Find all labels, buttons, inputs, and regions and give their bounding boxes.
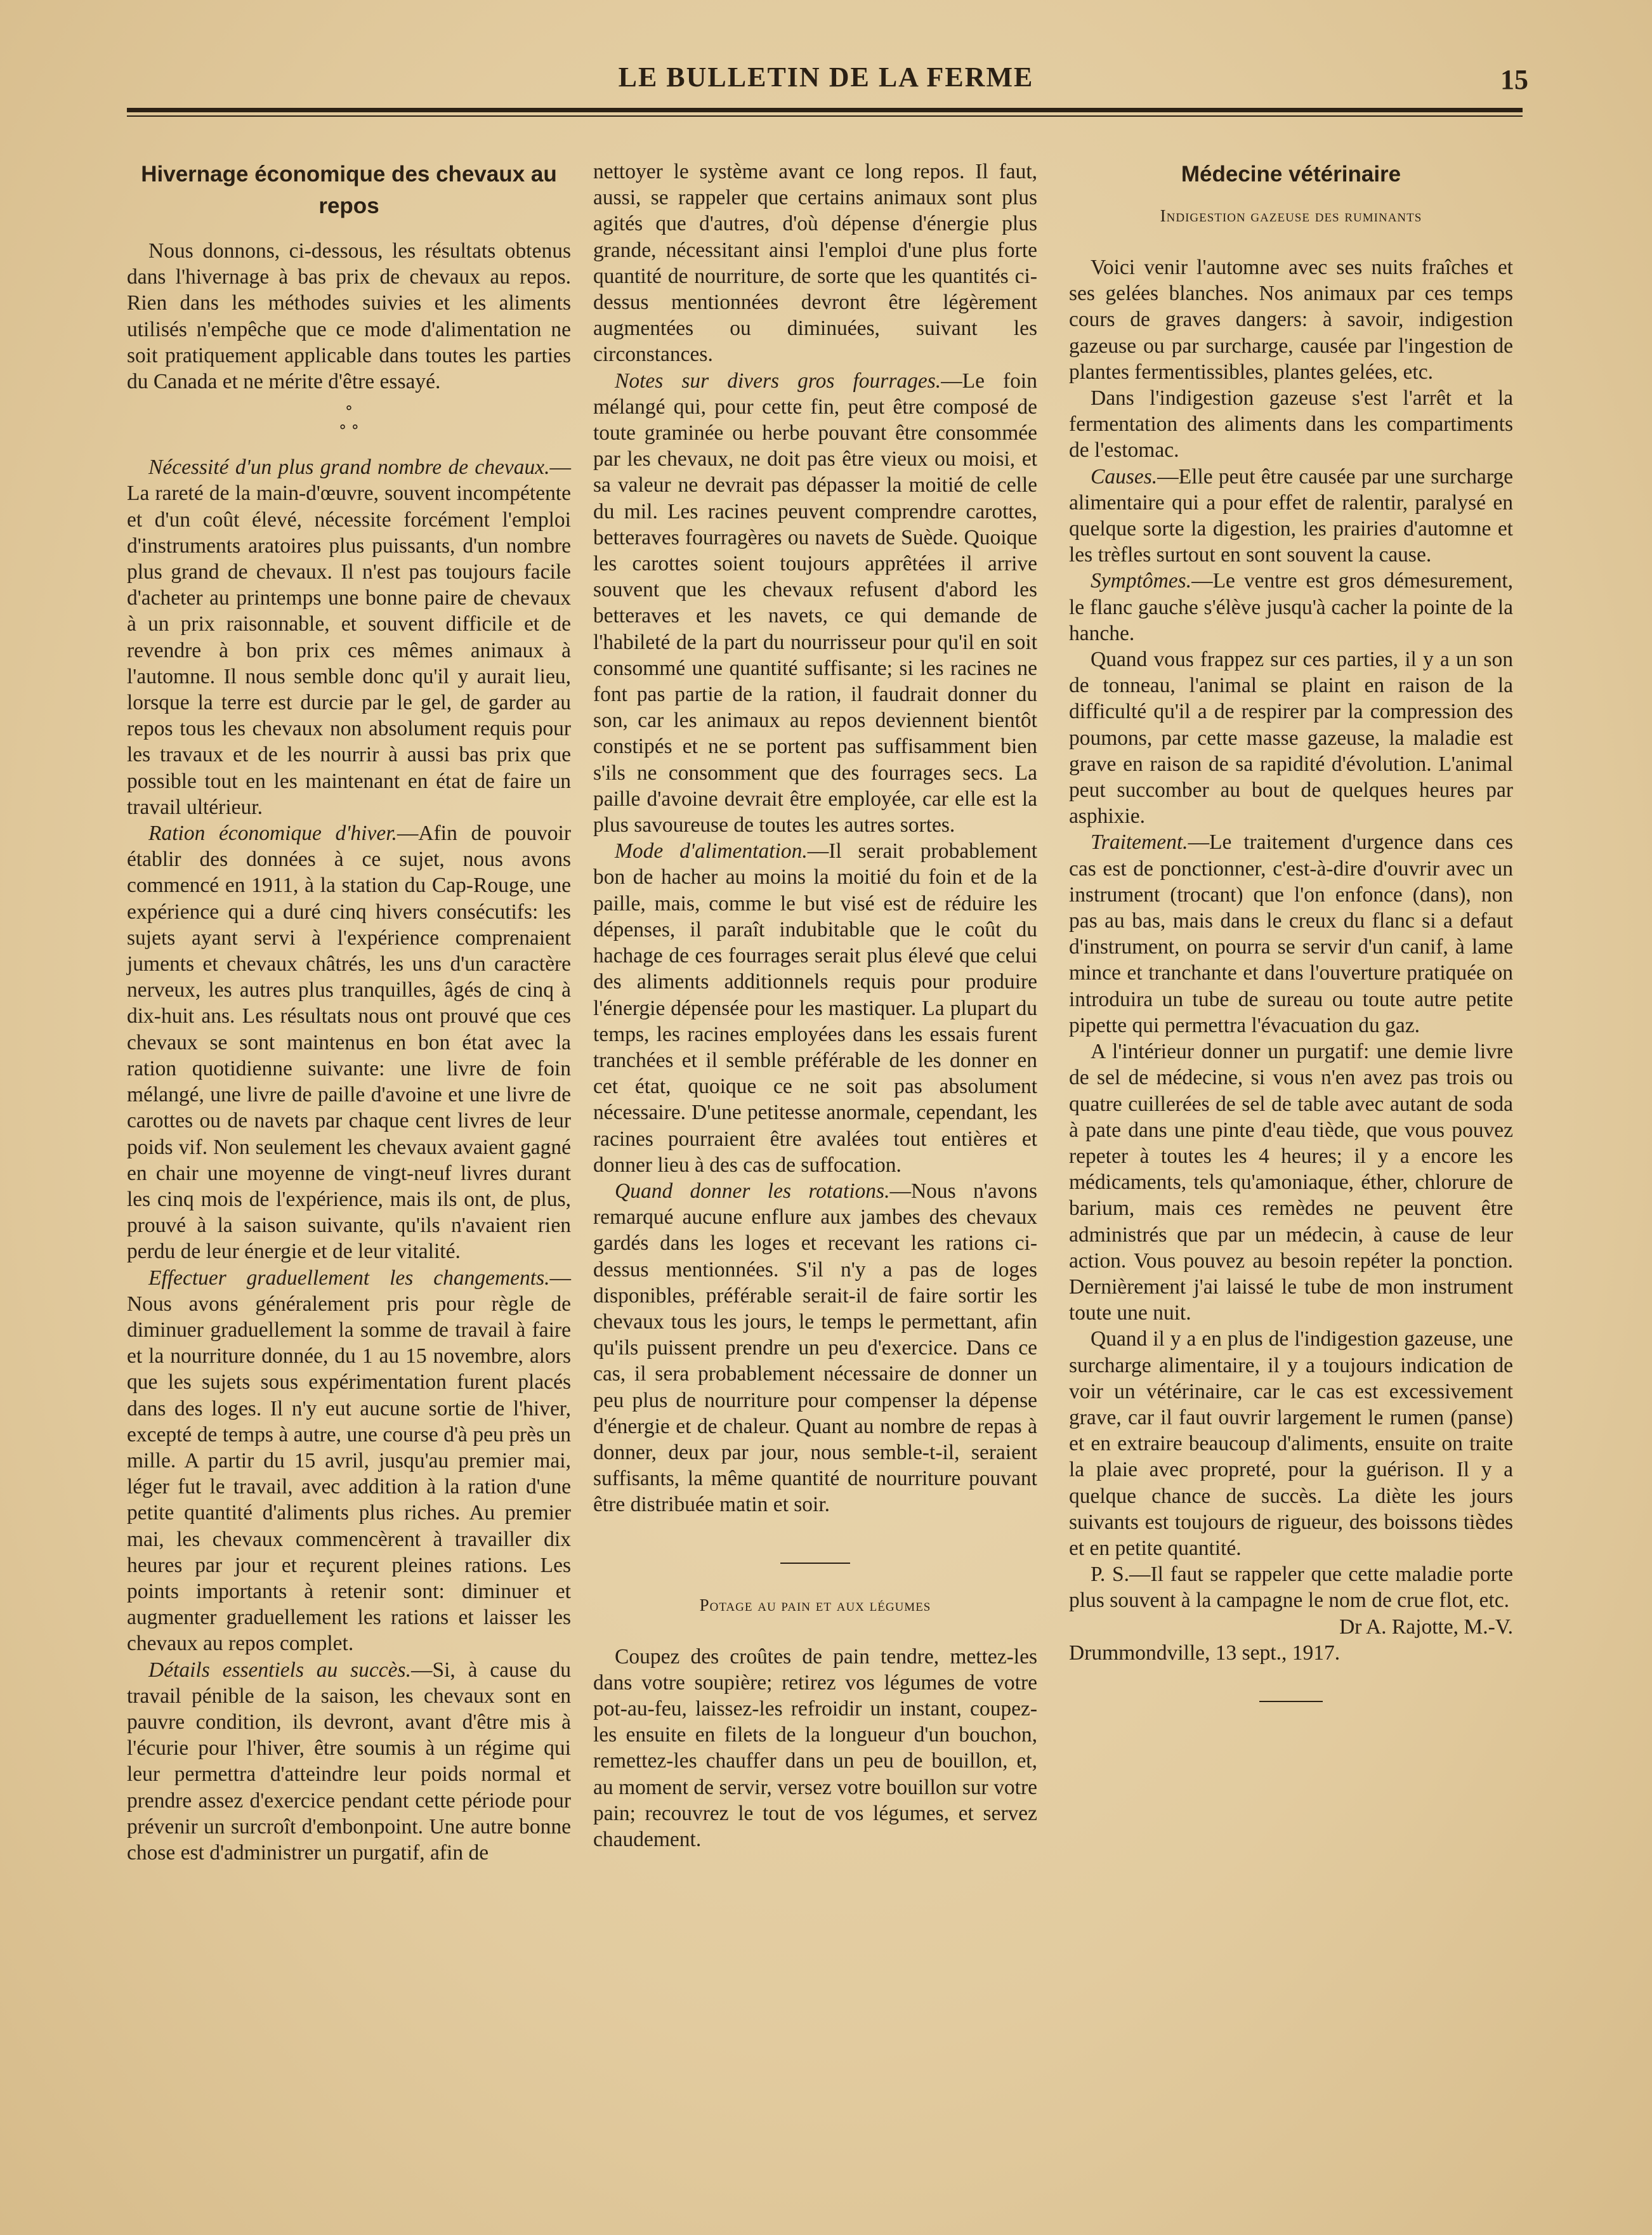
paragraph-heading: Causes.: [1091, 464, 1158, 488]
paragraph-text: —La rareté de la main-d'œuvre, souvent incompétente et d'un coût élevé, nécessite forcément l'emploi d'instruments aratoires plus puissants, d'un nombre plus grand de chevaux. Il n'est pas toujours facile d'acheter au printemps une bonne paire de chevaux à un prix raisonnable, et souvent difficile et de revendre à bon prix ces mêmes animaux à l'automne. Il nous semble donc qu'il y aurait lieu, lorsque la terre est durcie par le gel, de garder au repos tous les chevaux non absolument requis pour les travaux et de les nourrir à aussi bas prix que possible tout en les maintenant en état de faire un travail ultérieur.: [127, 456, 571, 819]
paragraph: [127, 1657, 571, 1866]
paragraph-heading: Détails essentiels au succès.: [148, 1658, 411, 1682]
paragraph-text: —Afin de pouvoir établir des données à ce sujet, nous avons commencé en 1911, à la station du Cap-Rouge, une expérience qui a duré cinq hivers consécutifs: les sujets ayant servi à l'expérience comprenaient juments et chevaux châtrés, les uns d'un caractère nerveux, les autres plus tranquilles, âgés de cinq à dix-huit ans. Les résultats nous ont prouvé que ces chevaux se sont maintenus en bon état avec la ration quotidienne suivante: une livre de foin mélangé, une livre de paille d'avoine et une livre de carottes ou de navets par chaque cent livres de leur poids vif. Non seulement les chevaux avaient gagné en chair une moyenne de vingt-neuf livres durant les cinq mois de l'expérience, mais ils ont, de plus, prouvé à la saison suivante, qu'ils n'avaient rien perdu de leur énergie et de leur vitalité.: [127, 822, 571, 1264]
paragraph-text: —Nous n'avons remarqué aucune enflure aux jambes des chevaux gardés dans les loges et recevant les rations ci-dessus mentionnées. S'il n'y a pas de loges disponibles, préférable serait-il de faire sortir les chevaux tous les jours, le temps le permettant, afin qu'ils puissent prendre un peu d'exercice. Dans ce cas, il sera probablement nécessaire de donner un peu plus de nourriture pour compenser la dépense d'énergie et de chaleur. Quant au nombre de repas à donner, deux par jour, nous semble-t-il, seraient suffisants, la même quantité de nourriture pouvant être distribuée matin et soir.: [593, 1179, 1037, 1517]
place-date: Drummondville, 13 sept., 1917.: [1069, 1641, 1341, 1665]
paragraph-heading: Notes sur divers gros fourrages.: [615, 369, 941, 393]
paragraph: nettoyer le système avant ce long repos. Il faut, aussi, se rappeler que certains animaux sont plus agités que d'autres, d'où dépense d'énergie plus grande, nécessitant ainsi l'emploi d'une plus forte quantité de nourriture, de sorte que les quantités ci-dessus mentionnées devront être légèrement augmentées ou diminuées, suivant les circonstances.: [593, 160, 1037, 367]
paragraph-text: —Le foin mélangé qui, pour cette fin, peut être composé de toute graminée ou herbe pouvant être consommée par les chevaux, ne doit pas être vieux ou moisi, et sa valeur ne devrait pas dépasser la moitié de celle du mil. Les racines peuvent comprendre carottes, betteraves fourragères ou navets de Suède. Quoique les carottes soient toujours apprêtées il arrive souvent que les chevaux refusent d'abord les betteraves et les navets, ce qui demande de l'habileté de la part du nourrisseur pour qu'il en soit consommé une quantité suffisante; si les racines ne font pas partie de la ration, il faudrait donner du son, car les animaux au repos deviennent bientôt constipés et ne se portent pas suffisamment bien s'ils ne consomment que des fourrages secs. La paille d'avoine devrait être employée, car elle est la plus savoureuse de toutes les autres sortes.: [593, 369, 1037, 837]
column-2: [593, 159, 1037, 1852]
paragraph: Quand il y a en plus de l'indigestion gazeuse, une surcharge alimentaire, il y a toujours indication de voir un vétérinaire, car le cas est excessivement grave, car il faut ouvrir largement le rumen (panse) et en extraire beaucoup d'aliments, ensuite on traite la plaie avec propreté, pour la guérison. Il y a quelque chance de succès. La diète les jours suivants est toujours de rigueur, des boissons tièdes et en petite quantité.: [1069, 1327, 1513, 1560]
article-separator: [780, 1563, 850, 1564]
paragraph: [1069, 568, 1513, 646]
page-number: 15: [1500, 64, 1528, 95]
paragraph: [593, 1178, 1037, 1518]
article-subtitle: Indigestion gazeuse des ruminants: [1160, 206, 1422, 225]
paragraph: Dans l'indigestion gazeuse s'est l'arrêt et la fermentation des aliments dans les compartiments de l'estomac.: [1069, 386, 1513, 462]
recipe-title: Potage au pain et aux légumes: [699, 1595, 931, 1615]
paragraph-text: —Si, à cause du travail pénible de la saison, les chevaux sont en pauvre condition, ils devront, avant d'être mis à l'écurie pour l'hiver, être soumis à un régime qui leur permettra d'atteindre leur poids normal et prendre assez d'exercice pendant cette période pour prévenir un surcroît d'embonpoint. Une autre bonne chose est d'administrer un purgatif, afin de: [127, 1658, 572, 1865]
paragraph-text: —Elle peut être causée par une surcharge alimentaire qui a pour effet de ralentir, paralysé en quelque sorte la digestion, les prairies d'automne et les trèfles surtout en sont souvent la cause.: [1069, 464, 1513, 567]
paragraph-heading: Symptômes.: [1091, 569, 1192, 593]
paragraph-heading: Mode d'alimentation.: [615, 839, 808, 863]
paragraph-heading: Traitement.: [1091, 830, 1188, 855]
paragraph-text: —Il serait probablement bon de hacher au moins la moitié du foin et de la paille, mais, comme le but visé est de réduire les dépenses, il paraît indubitable que le coût du hachage de ces fourrages serait plus élevé que celui des aliments additionnels requis pour produire l'énergie dépensée pour les mastiquer. La plupart du temps, les racines employées dans les essais furent tranchées et il semble préférable de les donner en cet état, quoique ce ne soit pas absolument nécessaire. D'une petitesse anormale, cependant, les racines pourraient être avalées tout entières et donner lieu à des cas de suffocation.: [593, 839, 1037, 1177]
header-rule-thin: [127, 115, 1523, 117]
paragraph: [127, 820, 571, 1264]
column-3: [1069, 159, 1513, 1702]
paragraph-text: —Le traitement d'urgence dans ces cas est de ponctionner, c'est-à-dire d'ouvrir avec un instrument (trocant) que l'on enfonce (dans), non pas au bas, mais dans le creux du flanc si a defaut d'instrument, on pourra se servir d'un canif, à lame mince et tranchante et dans l'ouverture pratiquée on introduira un tube de sureau ou toute autre petite pipette qui permettra l'évacuation du gaz.: [1069, 830, 1513, 1037]
paragraph: P. S.—Il faut se rappeler que cette maladie porte plus souvent à la campagne le nom de crue flot, etc.: [1069, 1563, 1513, 1613]
article-title-medecine: Médecine vétérinaire: [1181, 162, 1401, 187]
paragraph: [593, 838, 1037, 1178]
paragraph: [1069, 829, 1513, 1039]
paragraph: [127, 1265, 571, 1657]
article-title-hivernage: Hivernage économique des chevaux au repos: [141, 162, 557, 218]
recipe-text: Coupez des croûtes de pain tendre, mettez-les dans votre soupière; retirez vos légumes de votre pot-au-feu, laissez-les refroidir un instant, coupez-les ensuite en filets de la longueur d'un bouchon, remettez-les chauffer dans un peu de bouillon, et, au moment de servir, versez votre bouillon sur votre pain; recouvrez le tout de vos légumes, et servez chaudement.: [593, 1644, 1037, 1851]
paragraph: Quand vous frappez sur ces parties, il y a un son de tonneau, l'animal se plaint en raison de la difficulté qu'il a de respirer par la compression des poumons, par cette masse gazeuse, la maladie est grave en raison de sa rapidité d'évolution. L'animal peut succomber au bout de quelques heures par asphixie.: [1069, 648, 1513, 829]
paragraph-heading: Nécessité d'un plus grand nombre de chevaux.: [148, 456, 550, 480]
paragraph: Voici venir l'automne avec ses nuits fraîches et ses gelées blanches. Nos animaux par ces temps cours de graves dangers: à savoir, indigestion gazeuse ou par surcharge, causée par l'ingestion de plantes fermentissibles, plantes gelées, etc.: [1069, 256, 1513, 384]
paragraph-heading: Quand donner les rotations.: [615, 1179, 890, 1203]
author-signature: Dr A. Rajotte, M.-V.: [1339, 1615, 1513, 1639]
paragraph: [127, 454, 571, 820]
paragraph: Nous donnons, ci-dessous, les résultats obtenus dans l'hivernage à bas prix de chevaux au repos. Rien dans les méthodes suivies et les aliments utilisés n'empêche que ce mode d'alimentation ne soit pratiquement applicable dans toutes les parties du Canada et ne mérite d'être essayé.: [127, 239, 571, 394]
paragraph: [1069, 464, 1513, 568]
section-ornament: [127, 402, 571, 440]
paragraph: A l'intérieur donner un purgatif: une demie livre de sel de médecine, si vous n'en avez pas trois ou quatre cuillerées de sel de table avec autant de soda à pate dans une pinte d'eau tiède, que vous pouvez repeter à toutes les 4 heures; il y a encore les médicaments, tels qu'amoniaque, éther, chlorure de barium, mais ces remèdes ne peuvent être administrés que par un médecin, à cause de leur action. Vous pouvez au besoin repéter la ponction. Dernièrement j'ai laissé le tube de mon instrument toute une nuit.: [1069, 1040, 1513, 1325]
article-end-separator: [1259, 1701, 1323, 1702]
paragraph-text: —Le ventre est gros démesurement, le flanc gauche s'élève jusqu'à cacher la pointe de la hanche.: [1069, 569, 1513, 645]
paragraph: [593, 368, 1037, 839]
page-header-title: LE BULLETIN DE LA FERME: [618, 62, 1034, 93]
header-rule-thick: [127, 108, 1523, 112]
ornament-top: °: [345, 403, 353, 421]
column-1: [127, 159, 571, 1866]
ornament-bottom: ° °: [339, 422, 359, 440]
paragraph-heading: Effectuer graduellement les changements.: [148, 1266, 550, 1290]
paragraph-heading: Ration économique d'hiver.: [148, 822, 397, 846]
paragraph-text: —Nous avons généralement pris pour règle de diminuer graduellement la somme de travail à faire et la nourriture donnée, du 1 au 15 novembre, alors que les sujets sous expérimentation furent placés dans des loges. Il n'y eut aucune sortie de l'hiver, excepté de temps à autre, une course d'à peu près un mille. A partir du 15 avril, jusqu'au premier mai, léger fut le travail, avec addition à la ration d'une petite quantité d'aliments plus riches. Au premier mai, les chevaux commencèrent à travailler dix heures par jour et reçurent pleines rations. Les points importants à retenir sont: diminuer et augmenter graduellement les rations et laisser les chevaux au repos complet.: [127, 1266, 571, 1656]
